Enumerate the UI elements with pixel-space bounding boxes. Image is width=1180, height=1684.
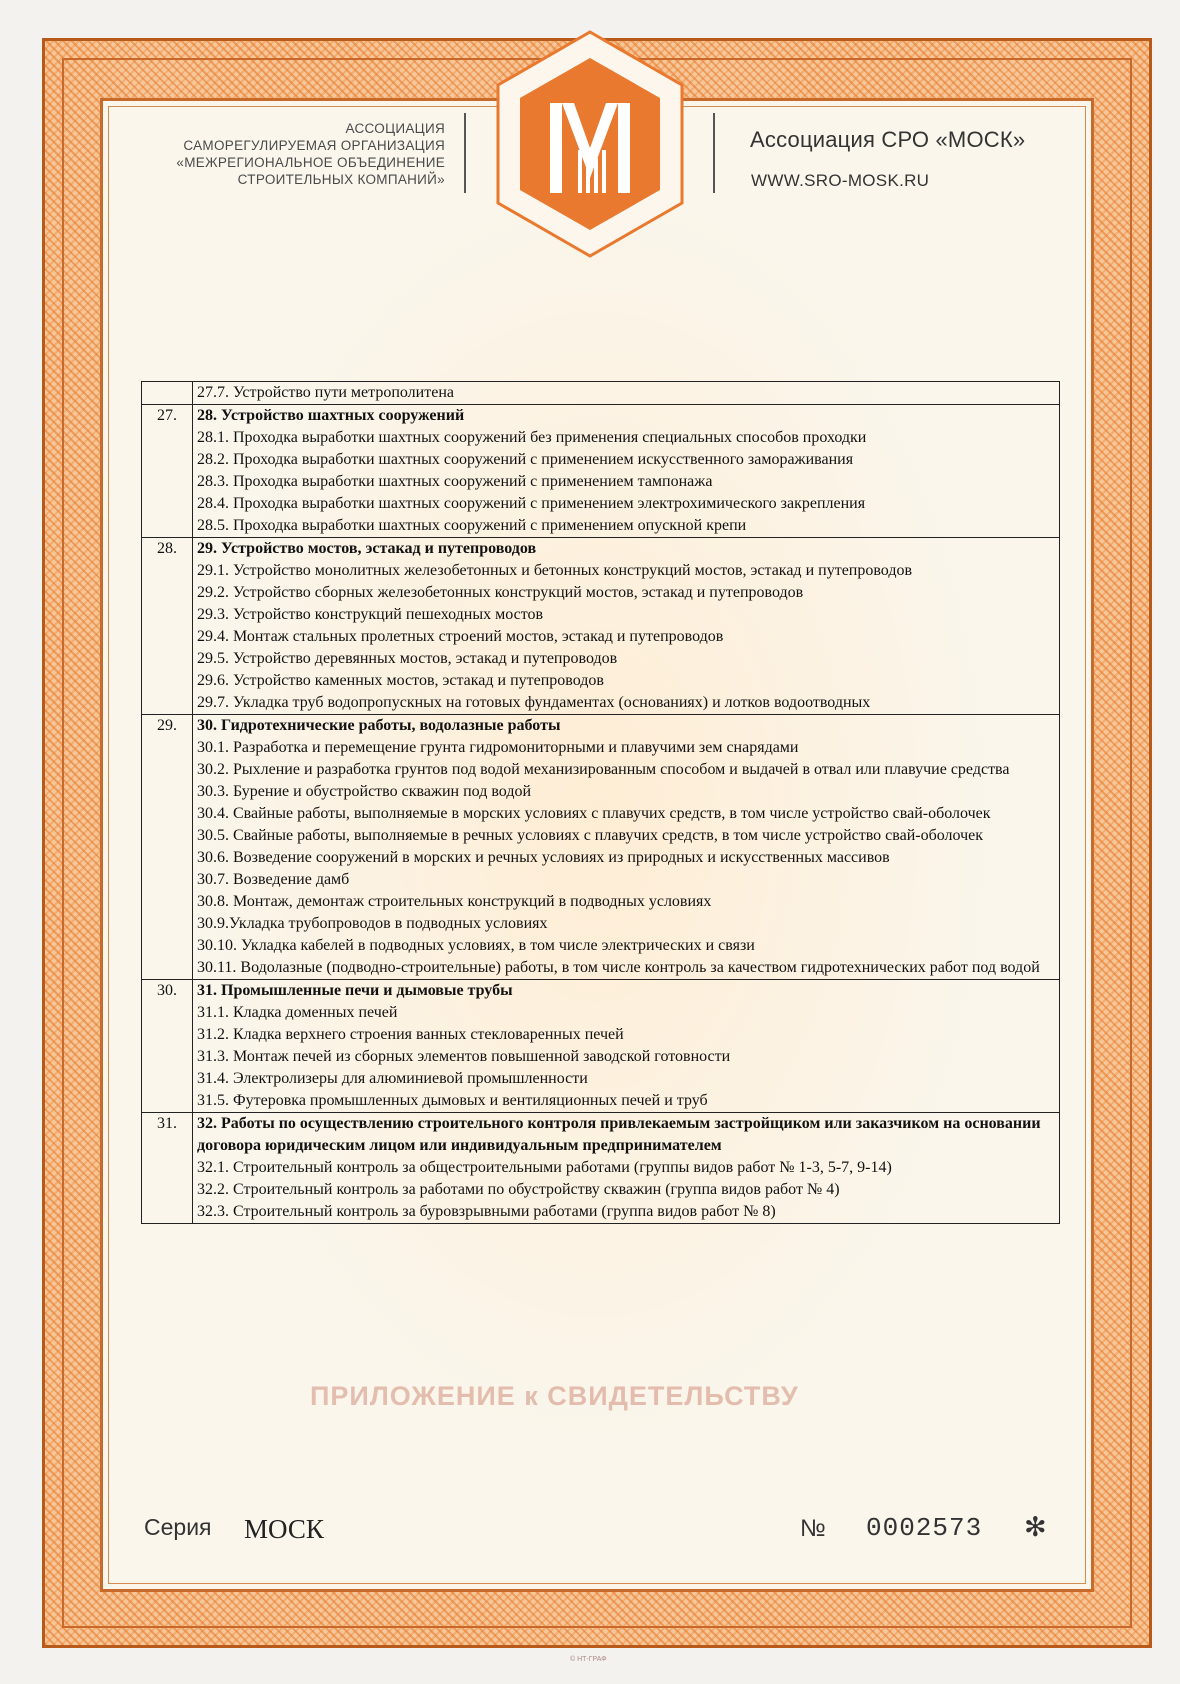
work-item: 29.5. Устройство деревянных мостов, эстакад и путепроводов [197,650,618,667]
work-item: 31.4. Электролизеры для алюминиевой промышленности [197,1070,588,1087]
work-item: 31.1. Кладка доменных печей [197,1004,398,1021]
row-content [193,405,1060,538]
series-value: МОСК [244,1514,324,1544]
work-item: 29.1. Устройство монолитных железобетонных и бетонных конструкций мостов, эстакад и путепроводов [197,562,913,579]
header-divider-right [713,113,715,193]
row-number [142,382,193,405]
row-content [193,538,1060,715]
section-title: 30. Гидротехнические работы, водолазные работы [197,717,561,734]
work-item: 29.7. Укладка труб водопропускных на готовых фундаментах (основаниях) и лотков водоотводных [197,694,871,711]
org-line: САМОРЕГУЛИРУЕМАЯ ОРГАНИЗАЦИЯ [183,138,445,153]
work-item: 30.2. Рыхление и разработка грунтов под водой механизированным способом и выдачей в отвал или плавучие средства [197,761,1010,778]
org-line: АССОЦИАЦИЯ [345,121,445,136]
work-item: 28.2. Проходка выработки шахтных сооружений с применением искусственного замораживания [197,451,854,468]
work-item: 28.4. Проходка выработки шахтных сооружений с применением электрохимического закрепления [197,495,866,512]
work-item: 30.7. Возведение дамб [197,871,350,888]
section-title: 32. Работы по осуществлению строительного контроля привлекаемым застройщиком или заказчиком на основании договора юридическим лицом или индивидуальным предпринимателем [197,1115,1041,1154]
org-name-left [140,120,445,188]
section-title: 31. Промышленные печи и дымовые трубы [197,982,513,999]
sro-mosk-logo-icon [490,28,690,260]
org-line: «МЕЖРЕГИОНАЛЬНОЕ ОБЪЕДИНЕНИЕ [176,155,445,170]
table-row [142,405,1060,538]
star-icon: ✻ [1024,1512,1047,1542]
section-title: 29. Устройство мостов, эстакад и путепроводов [197,540,537,557]
table-row [142,715,1060,980]
work-item: 32.1. Строительный контроль за общестроительными работами (группы видов работ № 1-3, 5-7, 9-14) [197,1159,892,1176]
work-item: 28.1. Проходка выработки шахтных сооружений без применения специальных способов проходки [197,429,867,446]
association-title: Ассоциация СРО «МОСК» [750,127,1026,152]
row-content [193,715,1060,980]
work-item: 31.2. Кладка верхнего строения ванных стекловаренных печей [197,1026,624,1043]
section-title: 28. Устройство шахтных сооружений [197,407,465,424]
logo [490,28,690,260]
work-item: 30.10. Укладка кабелей в подводных условиях, в том числе электрических и связи [197,937,755,954]
row-number: 27. [142,405,193,538]
row-number: 29. [142,715,193,980]
work-item: 28.3. Проходка выработки шахтных сооружений с применением тампонажа [197,473,713,490]
work-item: 30.11. Водолазные (подводно-строительные) работы, в том числе контроль за качеством гидротехнических работ под водой [197,959,1040,976]
table-row [142,382,1060,405]
works-table [141,381,1060,1224]
work-item: 31.5. Футеровка промышленных дымовых и вентиляционных печей и труб [197,1092,708,1109]
work-item: 29.2. Устройство сборных железобетонных конструкций мостов, эстакад и путепроводов [197,584,804,601]
appendix-watermark: ПРИЛОЖЕНИЕ к СВИДЕТЕЛЬСТВУ [310,1381,799,1411]
serial-number: 0002573 [866,1513,983,1543]
number-sign: № [800,1515,826,1542]
work-item: 30.6. Возведение сооружений в морских и речных условиях из природных и искусственных массивов [197,849,890,866]
work-item: 29.3. Устройство конструкций пешеходных мостов [197,606,544,623]
series-label: Серия [144,1514,212,1540]
work-item: 29.4. Монтаж стальных пролетных строений мостов, эстакад и путепроводов [197,628,724,645]
row-content [193,980,1060,1113]
work-item: 30.1. Разработка и перемещение грунта гидромониторными и плавучими зем снарядами [197,739,799,756]
row-content [193,1113,1060,1224]
work-item: 32.2. Строительный контроль за работами по обустройству скважин (группа видов работ № 4) [197,1181,840,1198]
table-row [142,980,1060,1113]
row-number: 30. [142,980,193,1113]
org-line: СТРОИТЕЛЬНЫХ КОМПАНИЙ» [237,172,445,187]
work-item: 31.3. Монтаж печей из сборных элементов повышенной заводской готовности [197,1048,731,1065]
work-item: 30.9.Укладка трубопроводов в подводных условиях [197,915,548,932]
work-item: 27.7. Устройство пути метрополитена [197,384,454,401]
work-item: 30.8. Монтаж, демонтаж строительных конструкций в подводных условиях [197,893,712,910]
work-item: 30.4. Свайные работы, выполняемые в морских условиях с плавучих средств, в том числе устройство свай-оболочек [197,805,991,822]
table-row [142,1113,1060,1224]
work-item: 28.5. Проходка выработки шахтных сооружений с применением опускной крепи [197,517,747,534]
header-divider-left [464,113,466,193]
website-link[interactable]: WWW.SRO-MOSK.RU [751,171,930,190]
work-item: 30.3. Бурение и обустройство скважин под водой [197,783,532,800]
table-row [142,538,1060,715]
row-number: 28. [142,538,193,715]
printer-mark: © НТ-ГРАФ [570,1656,607,1663]
work-item: 29.6. Устройство каменных мостов, эстакад и путепроводов [197,672,604,689]
row-content [193,382,1060,405]
work-item: 32.3. Строительный контроль за буровзрывными работами (группа видов работ № 8) [197,1203,776,1220]
row-number: 31. [142,1113,193,1224]
work-item: 30.5. Свайные работы, выполняемые в речных условиях с плавучих средств, в том числе устройство свай-оболочек [197,827,984,844]
